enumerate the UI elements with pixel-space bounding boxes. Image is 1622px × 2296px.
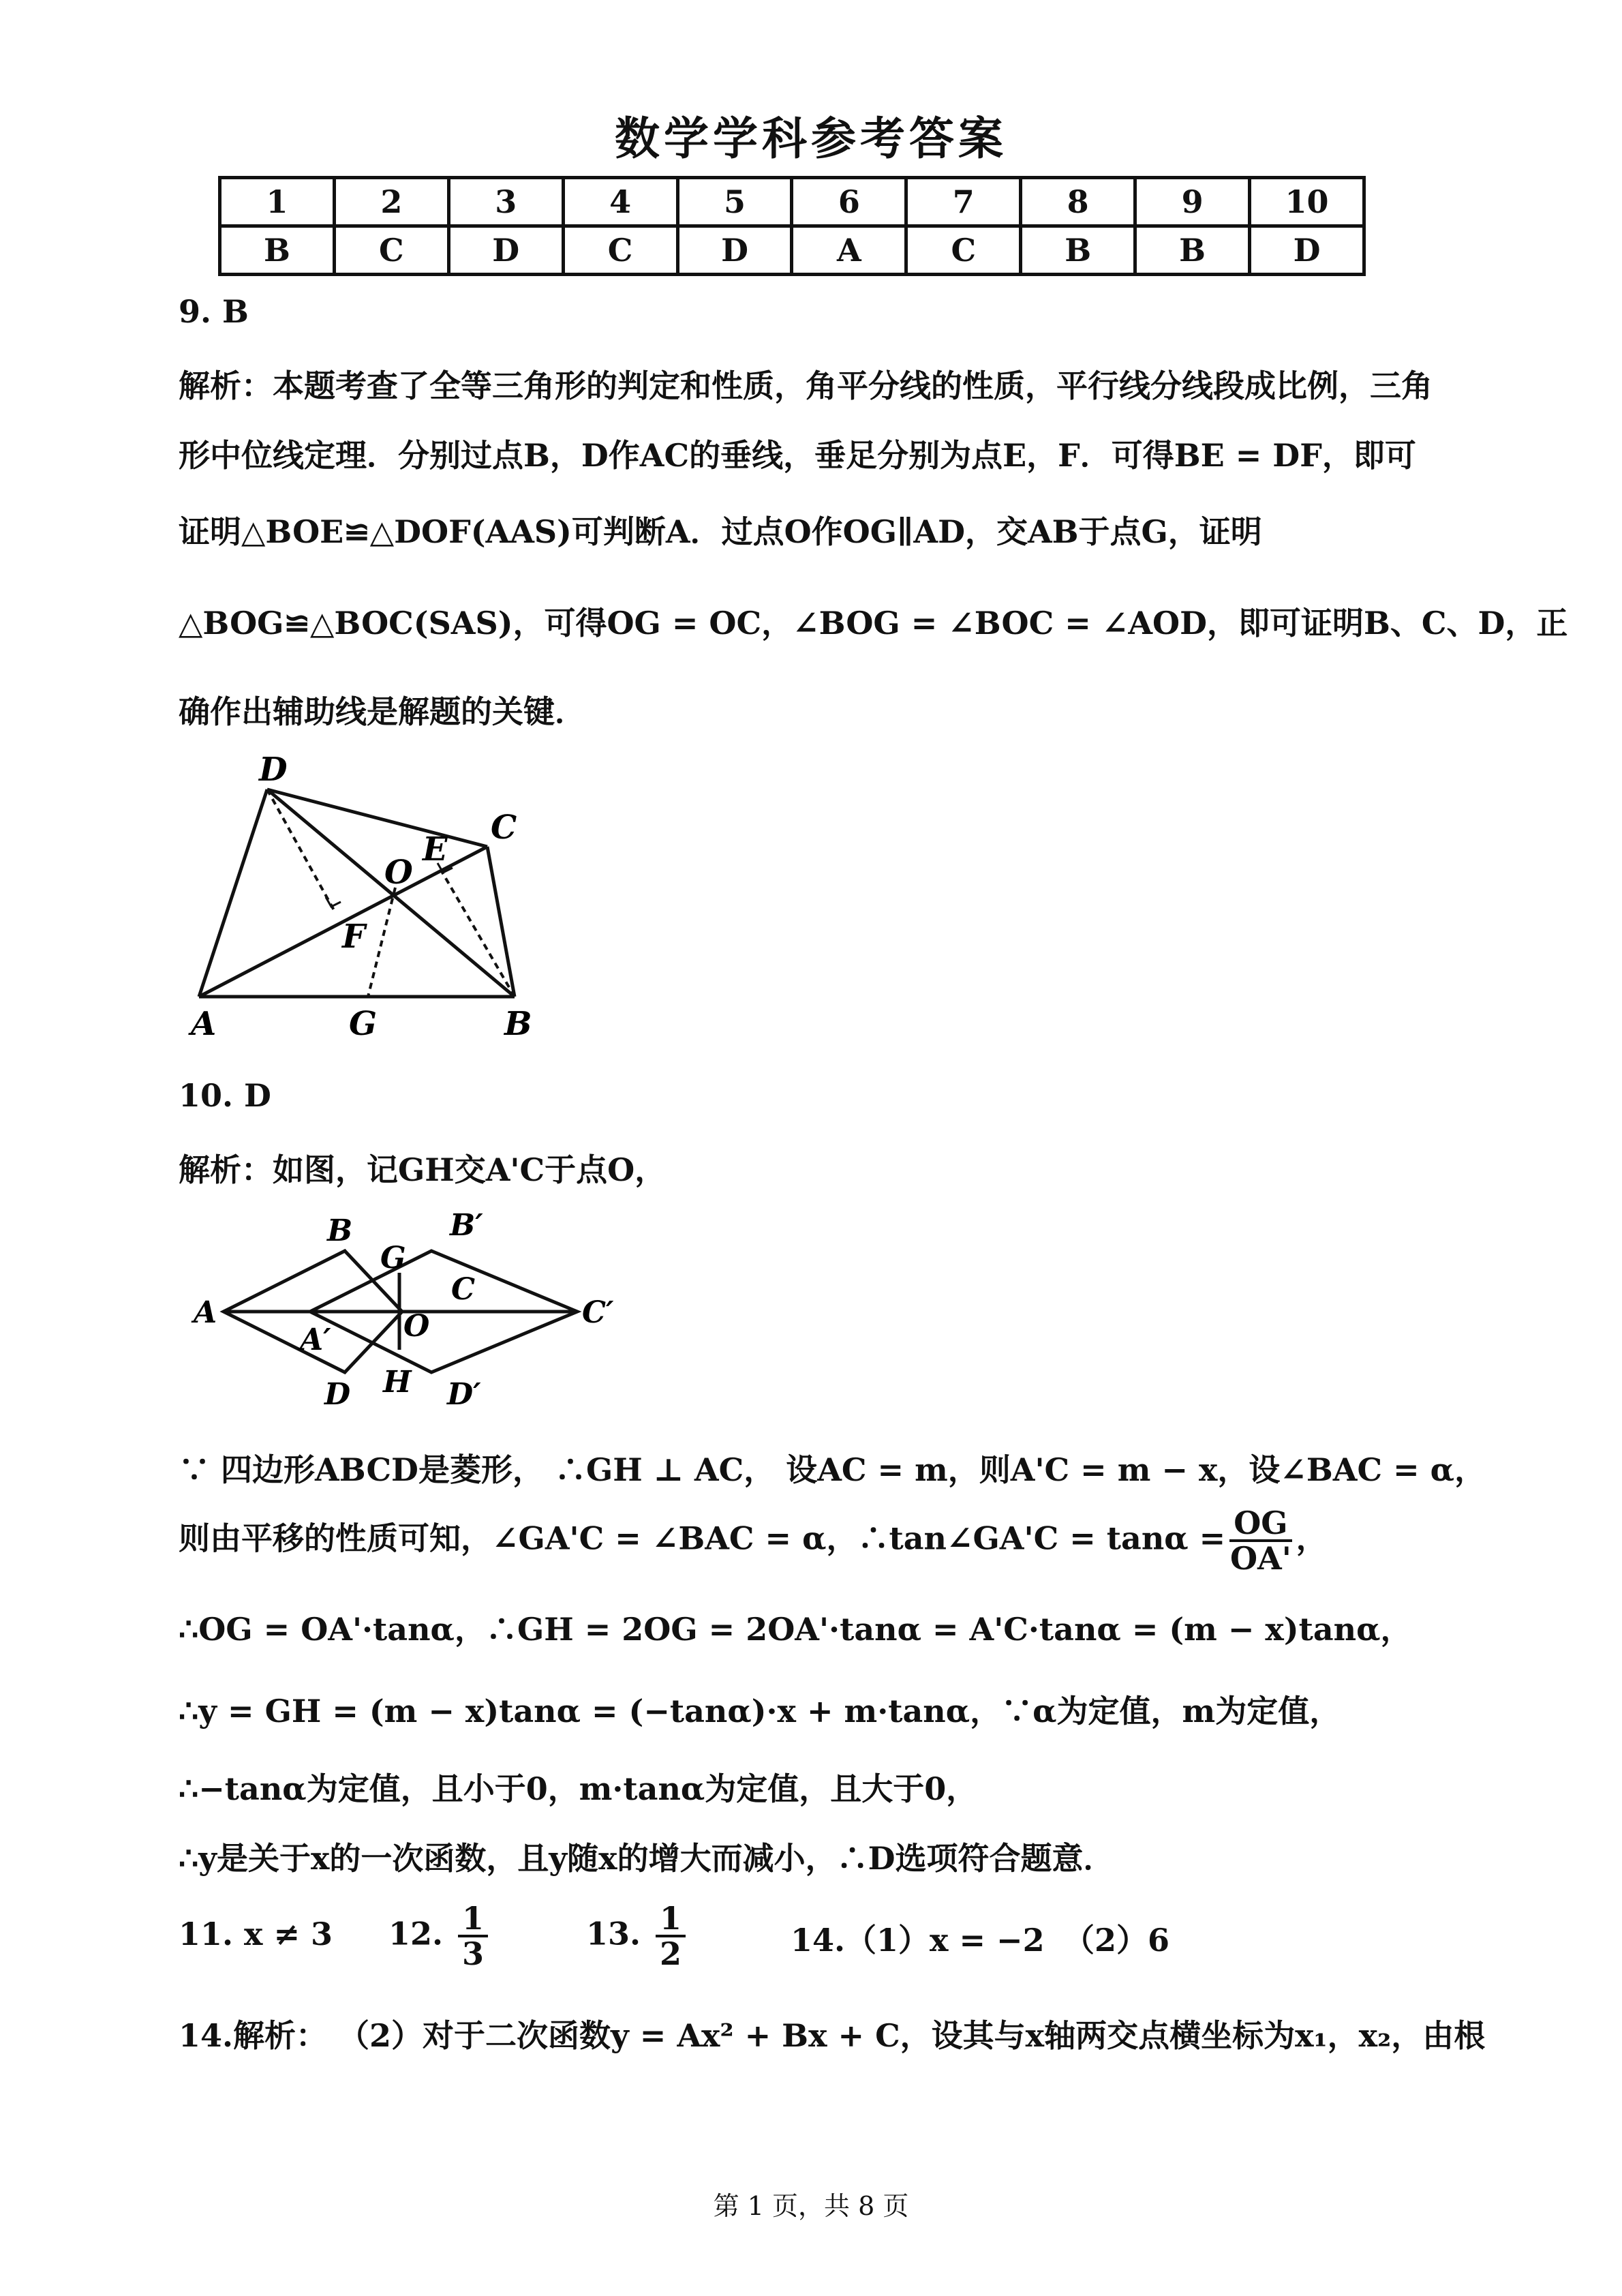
q14-explanation-line: 14.解析： （2）对于二次函数y = Ax² + Bx + C，设其与x轴两交点横坐标为x₁，x₂，由根 [179,2017,1486,2054]
fraction-denominator: OA' [1229,1540,1291,1577]
answer-table [218,176,1366,276]
q10-explanation-line: ∵ 四边形ABCD是菱形， ∴GH ⊥ AC， 设AC = m，则A'C = m − x，设∠BAC = α， [179,1451,1486,1488]
q10-explanation-line: ∴y = GH = (m − x)tanα = (−tanα)·x + m·tanα，∵α为定值，m为定值， [179,1693,1341,1729]
fraction-denominator: 2 [660,1935,682,1973]
q14-answer-part1: 14.（1）x = −2 [791,1922,1045,1959]
q9-label-O: O [384,854,413,892]
fraction-numerator: 1 [656,1902,686,1937]
q14-answer-part2: （2）6 [1063,1922,1170,1959]
question-number-cell: 4 [563,178,677,226]
question-number-cell: 5 [677,178,792,226]
answer-cell: B [1135,226,1250,275]
page-title: 数学学科参考答案 [615,112,1007,165]
answer-cell: D [677,226,792,275]
answer-cell: D [1250,226,1364,275]
answer-table-number-row [220,178,1364,226]
q10-label-Bprime: B′ [450,1208,483,1243]
q9-label-D: D [259,751,288,789]
q9-label-E: E [423,830,448,868]
answer-cell: C [906,226,1021,275]
q10-label-H: H [383,1365,412,1400]
question-number-cell: 8 [1021,178,1135,226]
q10-label-D: D [324,1377,351,1412]
q10-fraction-tail: ， [1296,1520,1328,1557]
question-number-cell: 9 [1135,178,1250,226]
answer-cell: D [448,226,563,275]
q9-label-A: A [191,1005,217,1043]
q13-answer [586,1902,690,1971]
q9-heading: 9. B [179,293,249,330]
q9-label-C: C [491,809,517,847]
answer-table-answer-row [220,226,1364,275]
answer-cell: B [1021,226,1135,275]
fraction-og-oa [1229,1507,1291,1575]
q10-explanation-text: 则由平移的性质可知，∠GA'C = ∠BAC = α，∴tan∠GA'C = tanα = [179,1520,1226,1557]
q9-label-B: B [504,1005,532,1043]
q10-intro: 解析：如图，记GH交A'C于点O， [179,1151,667,1188]
answer-cell: A [792,226,906,275]
q9-label-F: F [342,918,366,956]
q9-label-G: G [349,1005,377,1043]
answer-cell: B [220,226,335,275]
q9-explanation-line: △BOG≌△BOC(SAS)，可得OG = OC，∠BOG = ∠BOC = ∠AOD，即可证明B、C、D，正 [179,605,1568,641]
fraction-numerator: 1 [458,1902,488,1937]
question-number-cell: 7 [906,178,1021,226]
question-number-cell: 10 [1250,178,1364,226]
answer-cell: C [563,226,677,275]
page-footer: 第 1 页，共 8 页 [713,2191,909,2221]
q10-label-Dprime: D′ [447,1377,481,1412]
q10-label-C: C [451,1272,476,1307]
q10-explanation-line: ∴y是关于x的一次函数，且y随x的增大而减小，∴D选项符合题意． [179,1840,1115,1877]
q13-fraction [656,1902,686,1971]
q9-explanation-line: 形中位线定理．分别过点B，D作AC的垂线，垂足分别为点E，F．可得BE = DF，即可 [179,437,1416,474]
q10-heading: 10. D [179,1077,271,1114]
q10-label-Cprime: C′ [582,1295,614,1330]
q9-explanation-line: 证明△BOE≌△DOF(AAS)可判断A．过点O作OG∥AD，交AB于点G，证明 [179,513,1262,550]
question-number-cell: 2 [334,178,448,226]
q10-label-G: G [380,1241,406,1275]
q12-answer [388,1902,492,1971]
q9-explanation-line: 解析：本题考查了全等三角形的判定和性质，角平分线的性质，平行线分线段成比例，三角 [179,367,1433,404]
q10-explanation-line-with-fraction [179,1507,1328,1575]
q10-label-A: A [194,1295,217,1330]
q10-label-B: B [327,1213,353,1248]
fraction-numerator: OG [1229,1507,1291,1542]
q10-label-O: O [403,1309,430,1344]
q10-label-Aprime: A′ [300,1323,331,1357]
q12-fraction [458,1902,488,1971]
fraction-denominator: 3 [462,1935,485,1973]
question-number-cell: 1 [220,178,335,226]
q10-rhombus-figure [184,1200,647,1425]
q10-explanation-line: ∴OG = OA'·tanα，∴GH = 2OG = 2OA'·tanα = A'C·tanα = (m − x)tanα， [179,1611,1412,1648]
question-number-cell: 6 [792,178,906,226]
q12-label: 12. [388,1915,444,1952]
q11-answer: 11. x ≠ 3 [179,1916,333,1952]
question-number-cell: 3 [448,178,563,226]
q9-explanation-line: 确作出辅助线是解题的关键． [179,693,586,730]
q10-explanation-line: ∴−tanα为定值，且小于0，m·tanα为定值，且大于0， [179,1770,978,1807]
q13-label: 13. [586,1915,641,1952]
answer-cell: C [334,226,448,275]
q9-quadrilateral-figure [170,743,579,1043]
